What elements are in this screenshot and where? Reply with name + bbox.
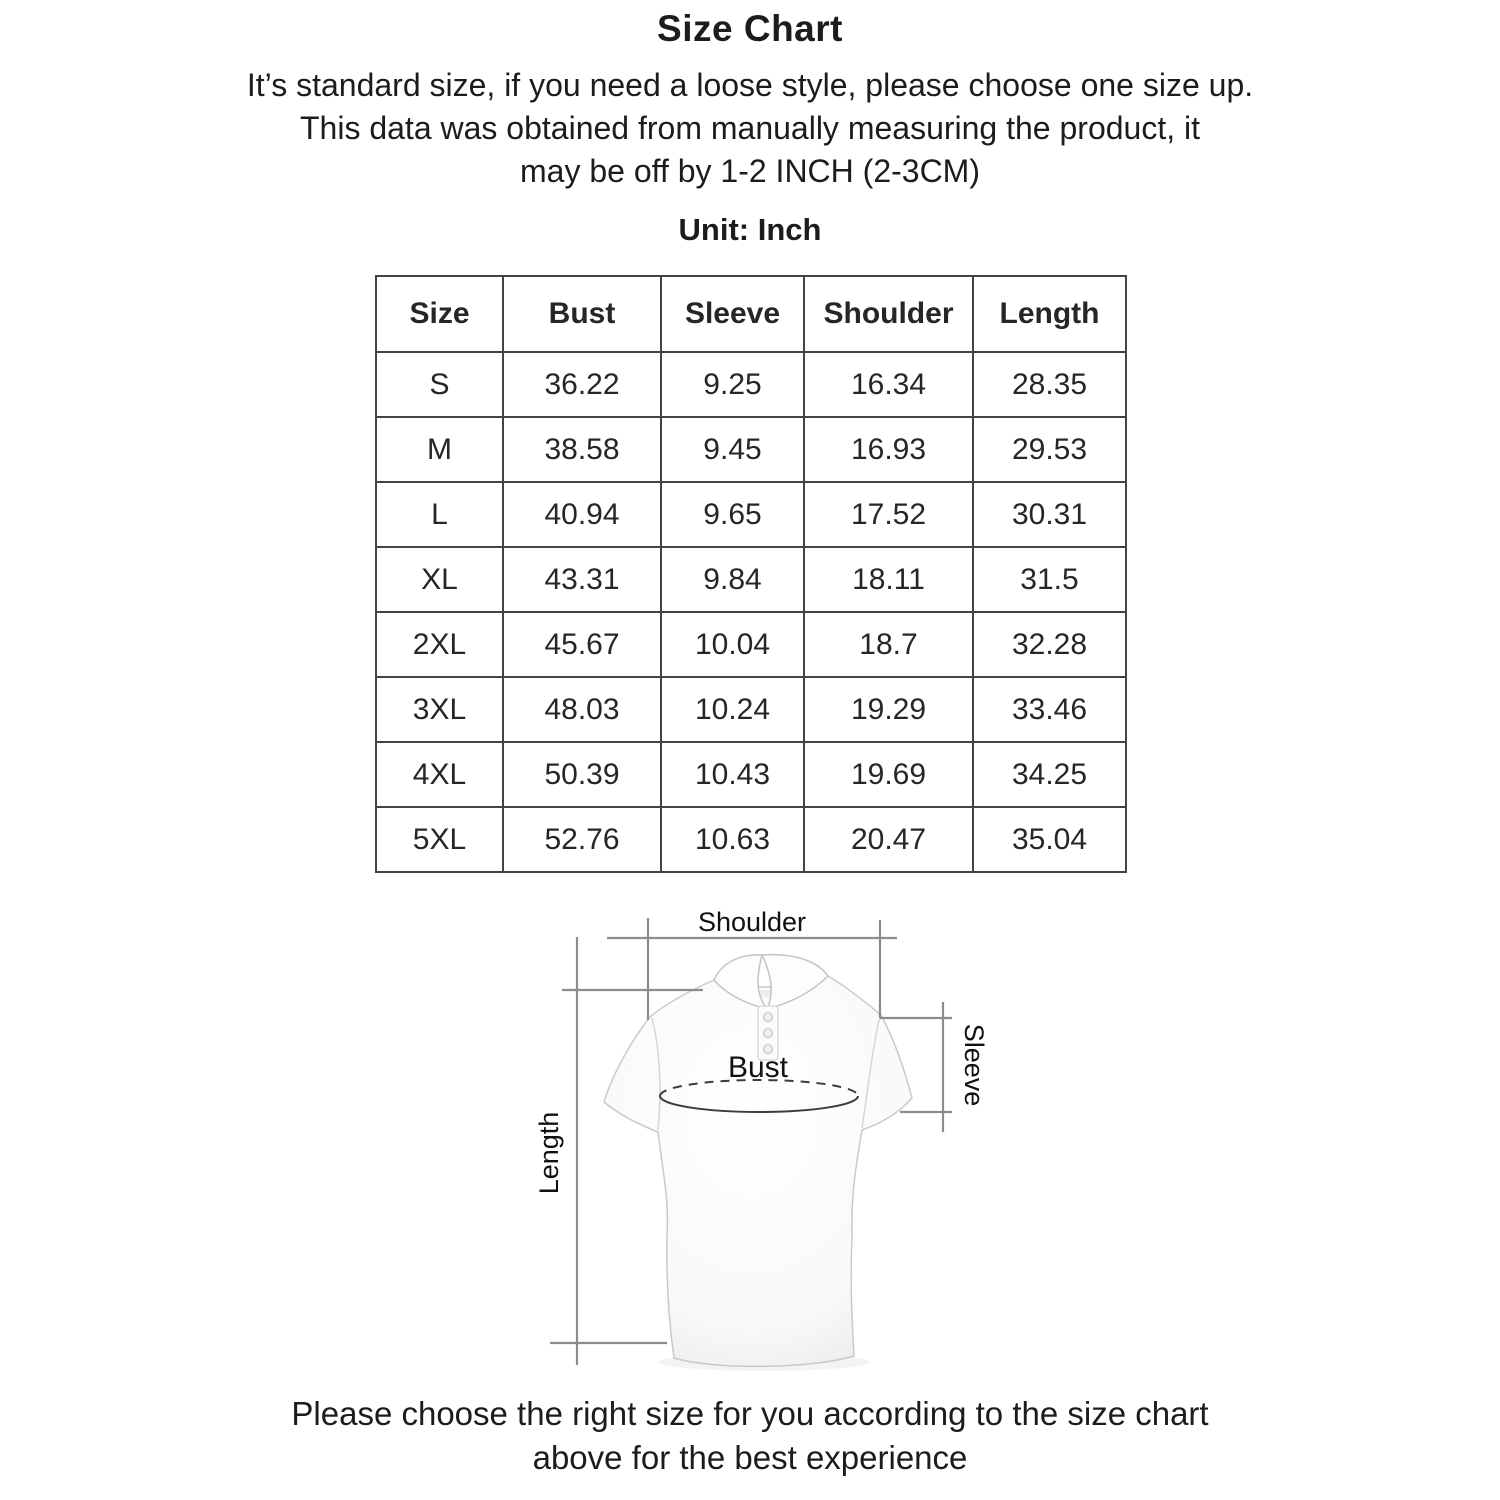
footer-line-1: Please choose the right size for you according to the size chart (291, 1395, 1209, 1432)
table-row (376, 742, 1126, 807)
table-cell: 19.69 (804, 742, 973, 807)
table-cell: 45.67 (503, 612, 661, 677)
size-table-header (376, 276, 1126, 352)
table-cell: 34.25 (973, 742, 1126, 807)
table-row (376, 352, 1126, 417)
table-cell: 9.84 (661, 547, 804, 612)
table-cell: 10.24 (661, 677, 804, 742)
table-cell: 43.31 (503, 547, 661, 612)
table-cell: 33.46 (973, 677, 1126, 742)
page-title: Size Chart (657, 8, 843, 49)
col-header-bust: Bust (503, 276, 661, 352)
size-table (375, 275, 1127, 873)
table-row (376, 547, 1126, 612)
table-cell: 40.94 (503, 482, 661, 547)
table-cell: 50.39 (503, 742, 661, 807)
table-cell: M (376, 417, 503, 482)
footer-note (0, 1392, 1500, 1480)
table-cell: 32.28 (973, 612, 1126, 677)
table-cell: 30.31 (973, 482, 1126, 547)
shirt-measurement-diagram (500, 890, 1040, 1390)
table-row (376, 417, 1126, 482)
table-cell: 10.63 (661, 807, 804, 872)
bust-label: Bust (727, 1051, 789, 1084)
table-cell: 52.76 (503, 807, 661, 872)
table-cell: 17.52 (804, 482, 973, 547)
table-cell: 31.5 (973, 547, 1126, 612)
col-header-shoulder: Shoulder (804, 276, 973, 352)
table-cell: 16.93 (804, 417, 973, 482)
col-header-size: Size (376, 276, 503, 352)
table-cell: 36.22 (503, 352, 661, 417)
table-cell: 28.35 (973, 352, 1126, 417)
table-row (376, 807, 1126, 872)
size-note-line-2: This data was obtained from manually measuring the product, it (299, 110, 1200, 146)
table-cell: 18.7 (804, 612, 973, 677)
table-cell: 18.11 (804, 547, 973, 612)
footer-line-2: above for the best experience (532, 1439, 968, 1476)
size-note (0, 64, 1500, 193)
polo-shirt-illustration (604, 955, 912, 1371)
table-cell: 4XL (376, 742, 503, 807)
table-cell: 10.04 (661, 612, 804, 677)
table-row (376, 677, 1126, 742)
unit-label: Unit: Inch (678, 212, 822, 247)
table-cell: S (376, 352, 503, 417)
button-1 (764, 1013, 773, 1022)
col-header-sleeve: Sleeve (661, 276, 804, 352)
table-cell: 9.65 (661, 482, 804, 547)
header-row (376, 276, 1126, 352)
size-table-body (376, 352, 1126, 872)
table-cell: 35.04 (973, 807, 1126, 872)
table-cell: 38.58 (503, 417, 661, 482)
table-cell: 9.25 (661, 352, 804, 417)
table-cell: 16.34 (804, 352, 973, 417)
shoulder-label: Shoulder (697, 907, 807, 937)
table-cell: 10.43 (661, 742, 804, 807)
button-2 (764, 1029, 773, 1038)
table-cell: 29.53 (973, 417, 1126, 482)
table-cell: 5XL (376, 807, 503, 872)
table-row (376, 612, 1126, 677)
table-cell: 9.45 (661, 417, 804, 482)
table-cell: 3XL (376, 677, 503, 742)
table-cell: 48.03 (503, 677, 661, 742)
table-cell: 19.29 (804, 677, 973, 742)
table-cell: XL (376, 547, 503, 612)
sleeve-label: Sleeve (959, 1023, 989, 1107)
size-note-line-1: It’s standard size, if you need a loose style, please choose one size up. (246, 67, 1254, 103)
col-header-length: Length (973, 276, 1126, 352)
table-cell: 20.47 (804, 807, 973, 872)
table-cell: L (376, 482, 503, 547)
size-note-line-3: may be off by 1-2 INCH (2-3CM) (520, 153, 980, 189)
length-label: Length (534, 1111, 564, 1195)
table-row (376, 482, 1126, 547)
table-cell: 2XL (376, 612, 503, 677)
